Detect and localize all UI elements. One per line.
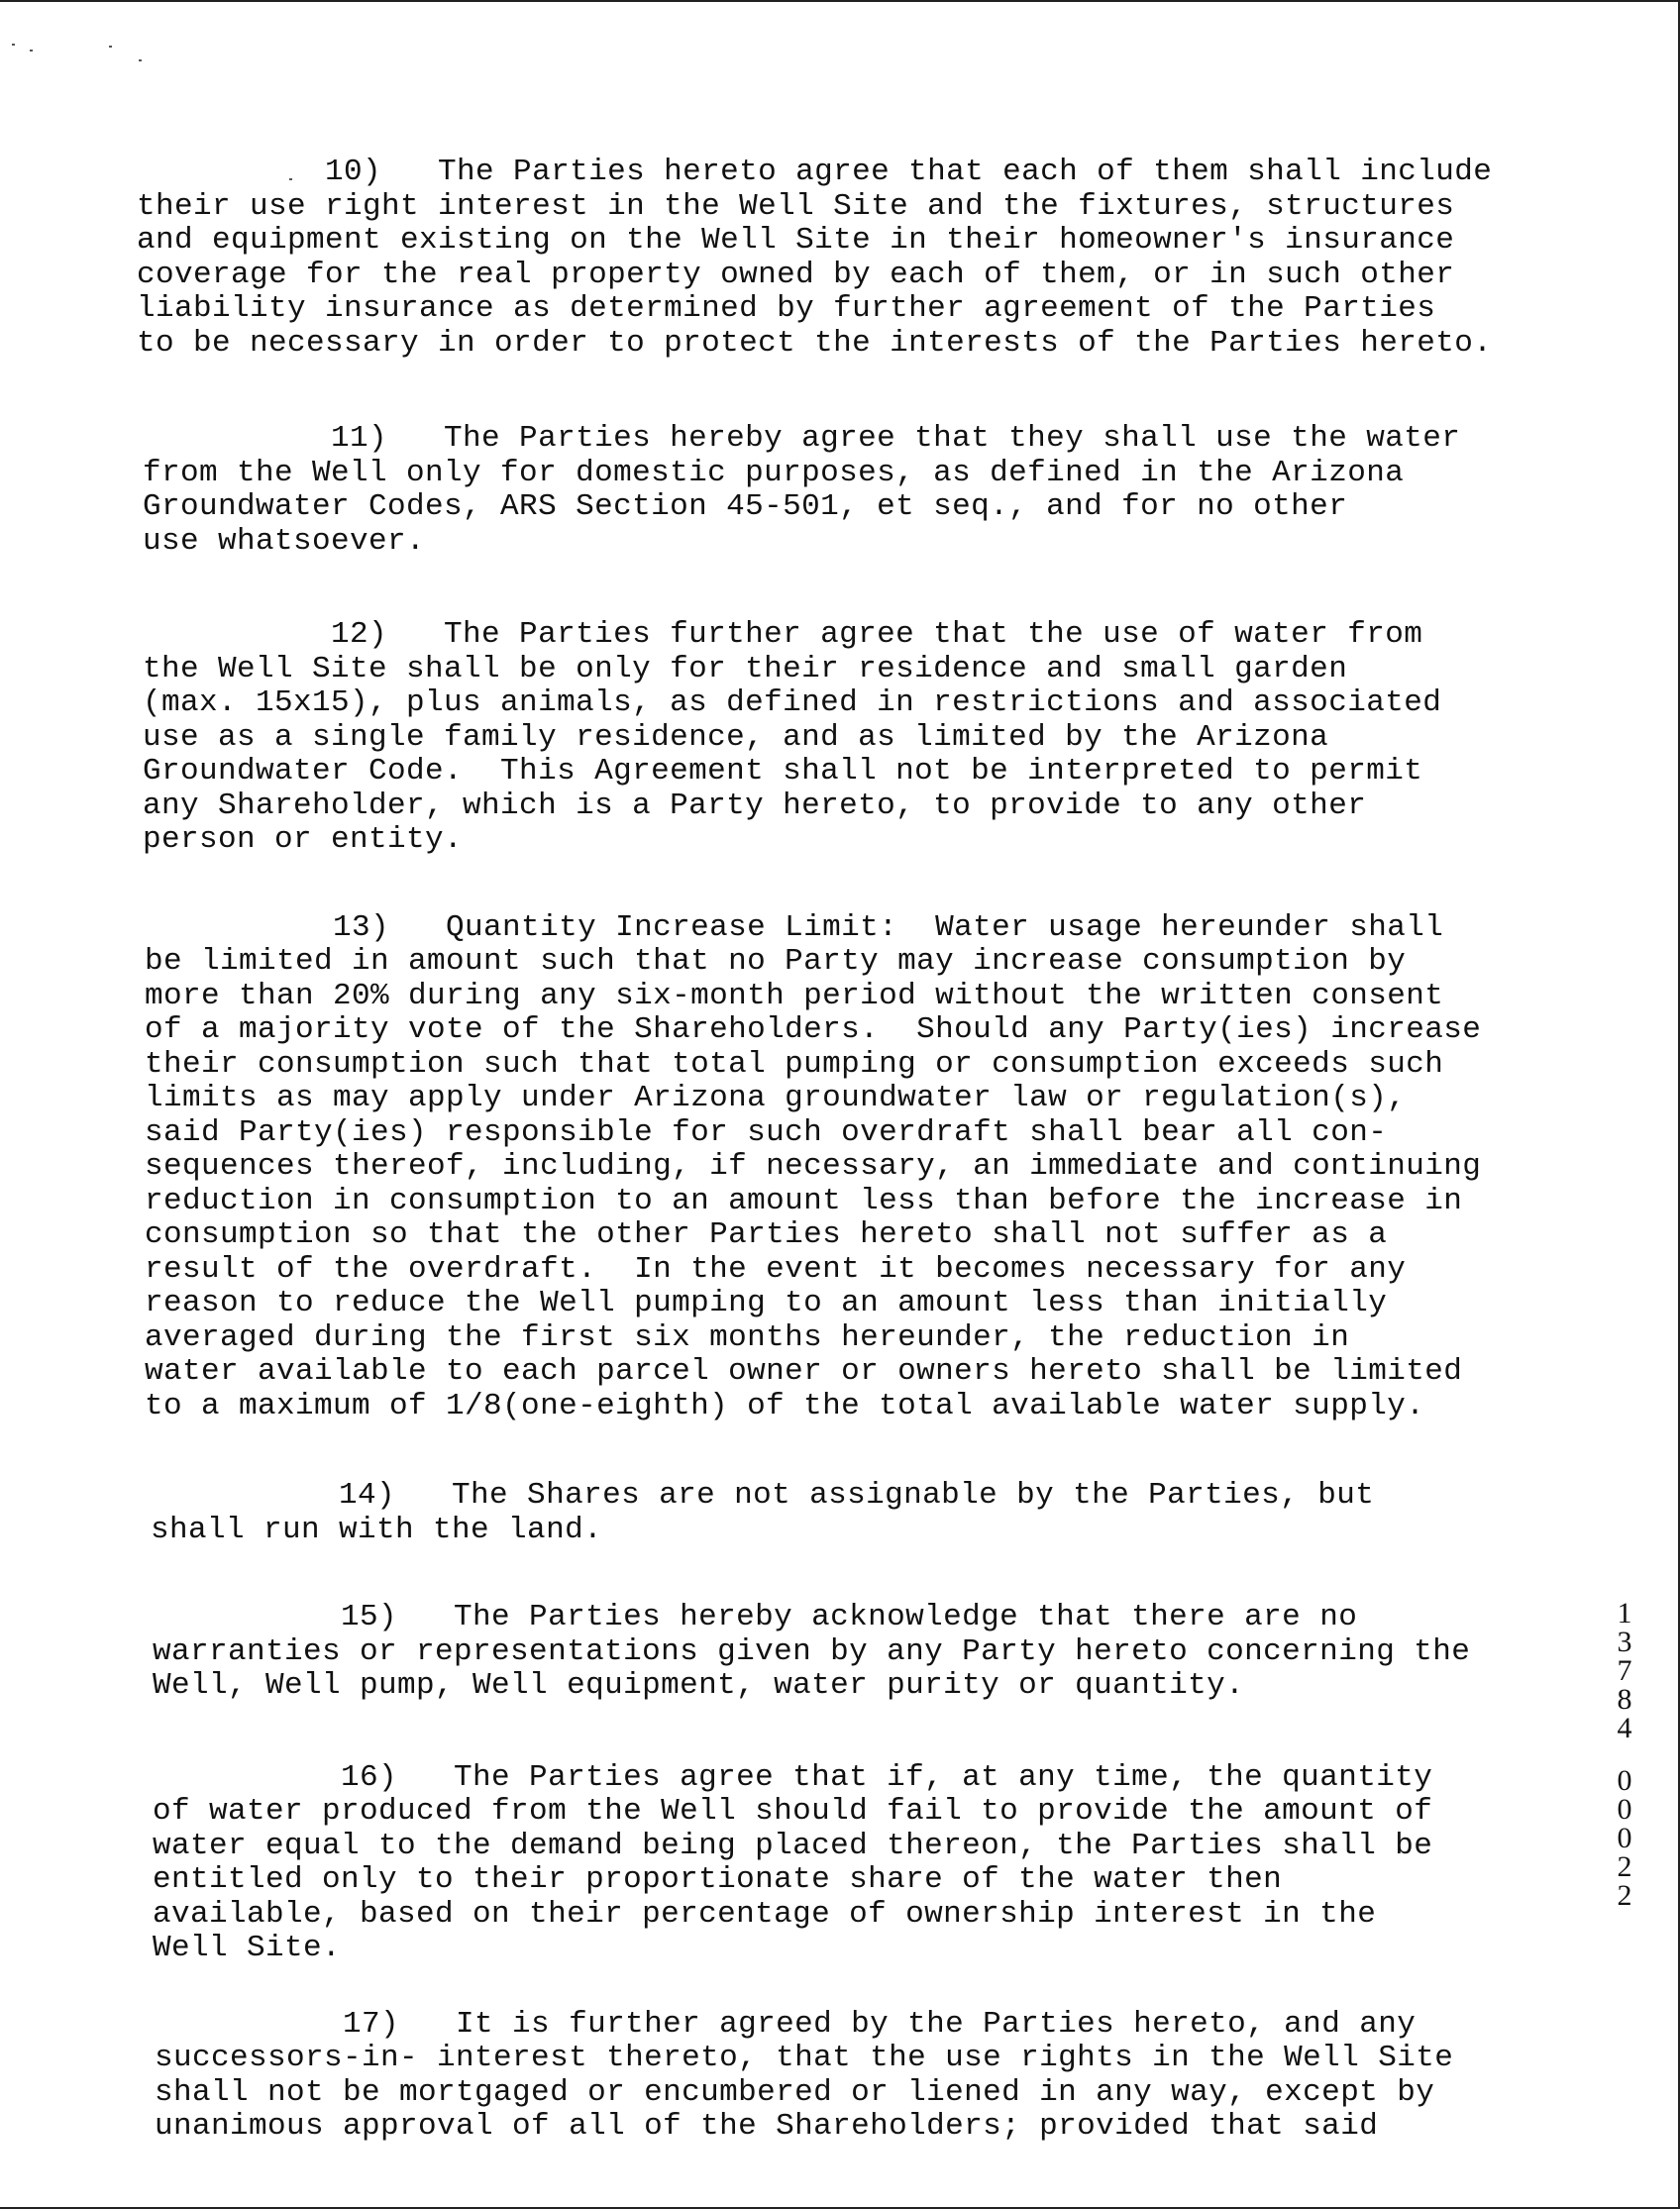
paragraph-17: 17) It is further agreed by the Parties hereto, and any successors-in- interest thereto, that the use rights in the Well Site shall not be mortgaged or encumbered or liened in any way, except by unanimous approval of all of the Shareholders; provided that said bbox=[155, 2006, 1454, 2144]
stamp-digit: 1 bbox=[1617, 1597, 1632, 1630]
paragraph-11: 11) The Parties hereby agree that they shall use the water from the Well only for domestic purposes, as defined in the Arizona Groundwater Codes, ARS Section 45-501, et seq., and for no other use whatsoever. bbox=[143, 421, 1461, 559]
stamp-digit: 4 bbox=[1617, 1712, 1632, 1744]
paragraph-14: 14) The Shares are not assignable by the Parties, but shall run with the land. bbox=[151, 1478, 1375, 1547]
stamp-digit: 7 bbox=[1617, 1654, 1632, 1687]
scan-speck bbox=[30, 50, 33, 52]
paragraph-10: 10) The Parties hereto agree that each of them shall include their use right interest in the Well Site and the fixtures, structures and equipment existing on the Well Site in their homeowner's insurance coverage for the real property owned by each of them, or in such other liability insurance as determined by further agreement of the Parties to be necessary in order to protect the interests of the Parties hereto. bbox=[137, 155, 1493, 361]
stamp-digit: 0 bbox=[1617, 1764, 1632, 1797]
stamp-digit: 2 bbox=[1617, 1879, 1632, 1912]
scan-speck bbox=[139, 59, 142, 61]
scan-speck bbox=[12, 44, 15, 46]
stamp-gap bbox=[1605, 1742, 1644, 1766]
stamp-digit: 3 bbox=[1617, 1626, 1632, 1658]
paragraph-13: 13) Quantity Increase Limit: Water usage hereunder shall be limited in amount such that no Party may increase consumption by more than 20% during any six-month period without the written consent of a majority vote of the Shareholders. Should any Party(ies) increase their consumption such that total pumping or consumption exceeds such limits as may apply under Arizona groundwater law or regulation(s), said Party(ies) responsible for such overdraft shall bear all con- sequences thereof, including, if necessary, an immediate and continuing reduction in consumption to an amount less than before the increase in consumption so that the other Parties hereto shall not suffer as a result of the overdraft. In the event it becomes necessary for any reason to reduce the Well pumping to an amount less than initially averaged during the first six months hereunder, the reduction in water available to each parcel owner or owners hereto shall be limited to a maximum of 1/8(one-eighth) of the total available water supply. bbox=[145, 909, 1482, 1423]
agreement-body bbox=[139, 156, 1575, 2145]
book-page-stamp bbox=[1605, 1599, 1644, 1910]
scan-speck bbox=[109, 46, 112, 48]
paragraph-15: 15) The Parties hereby acknowledge that there are no warranties or representations given by any Party hereto concerning the Well, Well pump, Well equipment, water purity or quantity. bbox=[153, 1600, 1471, 1703]
stamp-digit: 0 bbox=[1617, 1822, 1632, 1854]
stamp-digit: 2 bbox=[1617, 1850, 1632, 1883]
stamp-digit: 0 bbox=[1617, 1793, 1632, 1826]
paragraph-12: 12) The Parties further agree that the use of water from the Well Site shall be only for their residence and small garden (max. 15x15), plus animals, as defined in restrictions and associated use as a single family residence, and as limited by the Arizona Groundwater Code. This Agreement shall not be interpreted to permit any Shareholder, which is a Party hereto, to provide to any other person or entity. bbox=[143, 617, 1442, 857]
stamp-digit: 8 bbox=[1617, 1683, 1632, 1716]
paragraph-16: 16) The Parties agree that if, at any time, the quantity of water produced from the Well should fail to provide the amount of water equal to the demand being placed thereon, the Parties shall be entitled only to their proportionate share of the water then available, based on their percentage of ownership interest in the Well Site. bbox=[153, 1759, 1433, 1965]
